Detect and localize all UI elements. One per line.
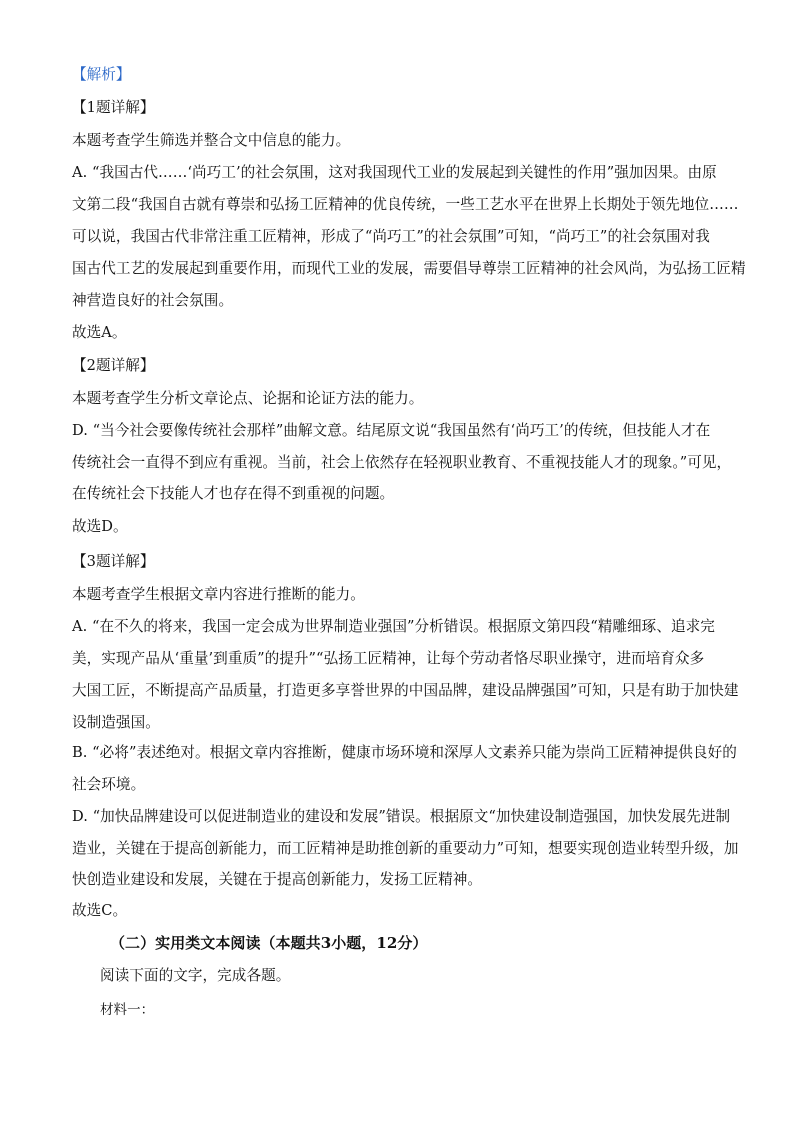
- q3-line: 设制造强国。: [72, 714, 160, 731]
- analysis-heading: 【解析】: [72, 66, 131, 83]
- q3-line: 快创造业建设和发展，关键在于提高创新能力，发扬工匠精神。: [72, 871, 483, 888]
- q2-answer: 故选D。: [72, 518, 128, 535]
- q1-line: 国古代工艺的发展起到重要作用，而现代工业的发展，需要倡导尊崇工匠精神的社会风尚，为弘扬工匠精: [72, 260, 746, 277]
- q2-heading: 【2题详解】: [72, 357, 155, 374]
- section-instruction: 阅读下面的文字，完成各题。: [100, 967, 291, 984]
- q3-heading: 【3题详解】: [72, 553, 155, 570]
- q3-line: 美，实现产品从‘重量’到重质”的提升”“弘扬工匠精神，让每个劳动者恪尽职业操守，进而培育众多: [72, 650, 705, 667]
- q3-line: A. “在不久的将来，我国一定会成为世界制造业强国”分析错误。根据原文第四段“精雕细琢、追求完: [72, 618, 715, 635]
- material-label: 材料一：: [100, 1002, 155, 1018]
- q1-answer: 故选A。: [72, 324, 127, 341]
- q2-line: D. “当今社会要像传统社会那样”曲解文意。结尾原文说“我国虽然有‘尚巧工’的传统，但技能人才在: [72, 422, 711, 439]
- section-title: （二）实用类文本阅读（本题共3小题，12分）: [110, 934, 428, 952]
- q3-line: 造业，关键在于提高创新能力，而工匠精神是助推创新的重要动力”可知，想要实现创造业转型升级，加: [72, 840, 739, 857]
- q3-line: 大国工匠，不断提高产品质量，打造更多享誉世界的中国品牌，建设品牌强国”可知，只是有助于加快建: [72, 682, 739, 699]
- q3-line: B. “必将”表述绝对。根据文章内容推断，健康市场环境和深厚人文素养只能为崇尚工匠精神提供良好的: [72, 744, 737, 761]
- q2-line: 本题考查学生分析文章论点、论据和论证方法的能力。: [72, 390, 424, 407]
- q1-line: A. “我国古代……‘尚巧工’的社会氛围，这对我国现代工业的发展起到关键性的作用”强加因果。由原: [72, 164, 717, 181]
- q2-line: 传统社会一直得不到应有重视。当前，社会上依然存在轻视职业教育、不重视技能人才的现象。”可见，: [72, 454, 732, 471]
- q3-line: D. “加快品牌建设可以促进制造业的建设和发展”错误。根据原文“加快建设制造强国，加快发展先进制: [72, 808, 731, 825]
- q1-line: 文第二段“我国自古就有尊崇和弘扬工匠精神的优良传统，一些工艺水平在世界上长期处于领先地位……: [72, 196, 739, 213]
- q1-heading: 【1题详解】: [72, 99, 155, 116]
- q1-line: 本题考查学生筛选并整合文中信息的能力。: [72, 132, 351, 149]
- q1-line: 可以说，我国古代非常注重工匠精神，形成了“尚巧工”的社会氛围”可知，“尚巧工”的社会氛围对我: [72, 228, 710, 245]
- q3-line: 社会环境。: [72, 776, 146, 793]
- q3-answer: 故选C。: [72, 902, 128, 919]
- q2-line: 在传统社会下技能人才也存在得不到重视的问题。: [72, 485, 395, 502]
- q3-line: 本题考查学生根据文章内容进行推断的能力。: [72, 586, 365, 603]
- q1-line: 神营造良好的社会氛围。: [72, 292, 234, 309]
